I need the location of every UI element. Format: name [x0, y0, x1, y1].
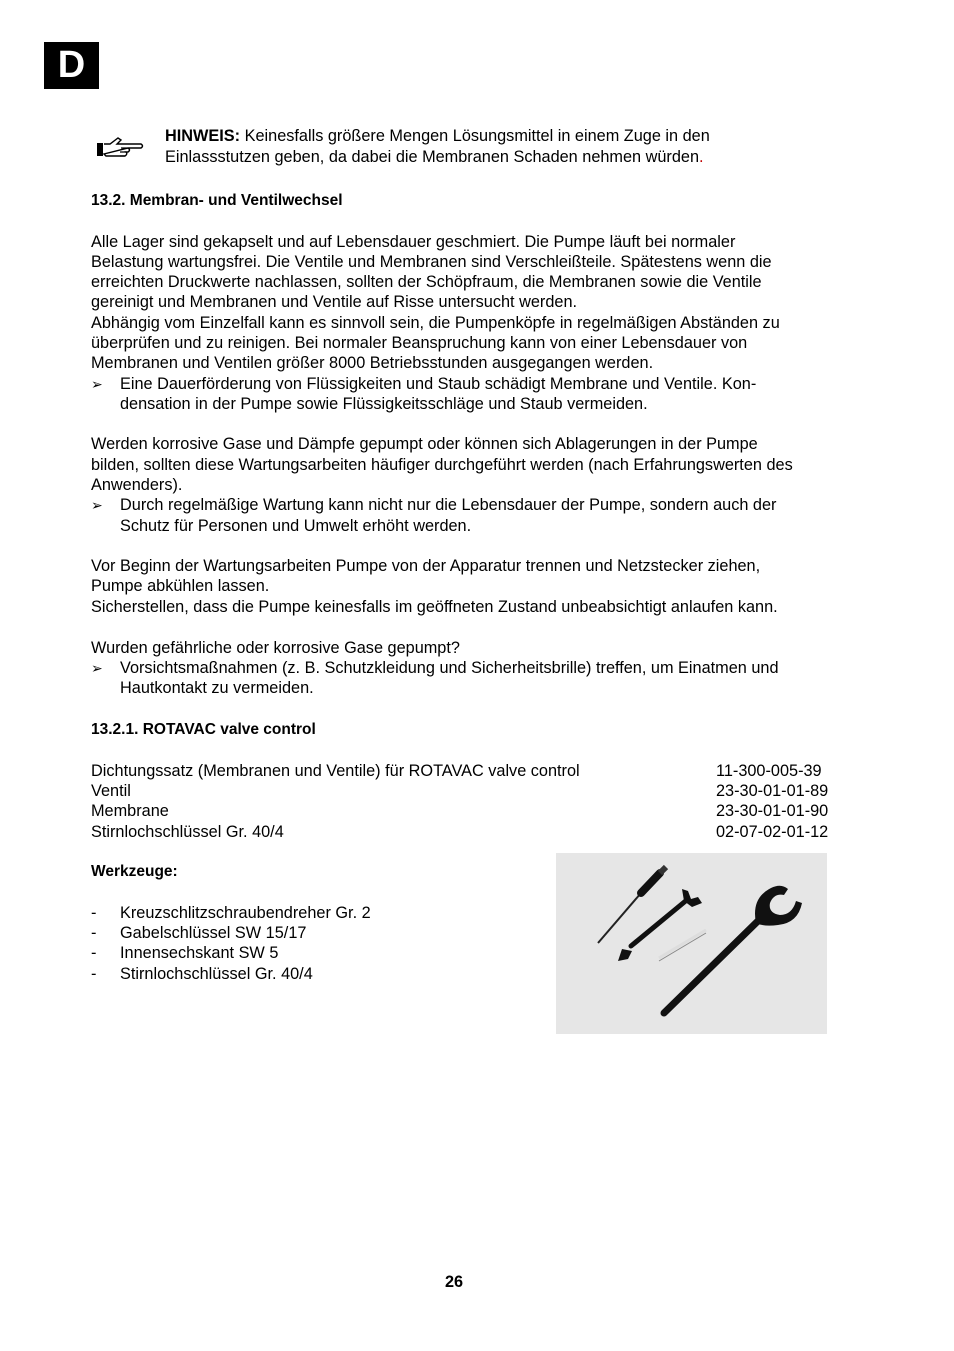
tools-photo [556, 853, 827, 1034]
tool-item: Kreuzschlitzschraubendreher Gr. 2 [120, 904, 371, 922]
tool-item: Stirnlochschlüssel Gr. 40/4 [120, 965, 313, 983]
pointing-hand-icon [96, 135, 146, 159]
bullet-line: densation in der Pumpe sowie Flüssigkeitsschläge und Staub vermeiden. [120, 395, 648, 413]
list-dash: - [91, 965, 97, 983]
bullet-line: Hautkontakt zu vermeiden. [120, 679, 314, 697]
tools-illustration [556, 853, 827, 1034]
note-label: HINWEIS: [165, 127, 241, 145]
paragraph-line: Vor Beginn der Wartungsarbeiten Pumpe von der Apparatur trennen und Netzstecker ziehen, [91, 557, 761, 575]
list-dash: - [91, 924, 97, 942]
tools-heading: Werkzeuge: [91, 863, 178, 880]
paragraph-line: bilden, sollten diese Wartungsarbeiten häufiger durchgeführt werden (nach Erfahrungswerten des [91, 456, 793, 474]
paragraph-line: Abhängig vom Einzelfall kann es sinnvoll sein, die Pumpenköpfe in regelmäßigen Abständen zu [91, 314, 780, 332]
paragraph-line: gereinigt und Membranen und Ventile auf Risse untersucht werden. [91, 293, 578, 311]
tool-item: Gabelschlüssel SW 15/17 [120, 924, 307, 942]
part-name: Stirnlochschlüssel Gr. 40/4 [91, 823, 284, 841]
paragraph-line: überprüfen und zu reinigen. Bei normaler Beanspruchung kann von einer Lebensdauer von [91, 334, 748, 352]
tool-item: Innensechskant SW 5 [120, 944, 279, 962]
list-dash: - [91, 904, 97, 922]
bullet-line: Schutz für Personen und Umwelt erhöht werden. [120, 517, 472, 535]
part-name: Ventil [91, 782, 131, 800]
bullet-line: Vorsichtsmaßnahmen (z. B. Schutzkleidung und Sicherheitsbrille) treffen, um Einatmen und [120, 659, 779, 677]
bullet-arrow-icon: ➢ [91, 497, 103, 513]
paragraph-line: Sicherstellen, dass die Pumpe keinesfalls im geöffneten Zustand unbeabsichtigt anlaufen kann. [91, 598, 778, 616]
paragraph-line: Alle Lager sind gekapselt und auf Lebensdauer geschmiert. Die Pumpe läuft bei normaler [91, 233, 736, 251]
note-line-2 [165, 147, 704, 167]
note-period: . [699, 148, 704, 166]
paragraph-line: Anwenders). [91, 476, 183, 494]
bullet-arrow-icon: ➢ [91, 376, 103, 392]
bullet-line: Eine Dauerförderung von Flüssigkeiten und Staub schädigt Membrane und Ventile. Kon- [120, 375, 757, 393]
paragraph-line: erreichten Druckwerte nachlassen, sollten der Schöpfraum, die Membranen sowie die Ventile [91, 273, 762, 291]
paragraph-line: Pumpe abkühlen lassen. [91, 577, 270, 595]
section-heading-13-2-1: 13.2.1. ROTAVAC valve control [91, 721, 316, 738]
note-text-1: Keinesfalls größere Mengen Lösungsmittel in einem Zuge in den [244, 127, 710, 145]
bullet-arrow-icon: ➢ [91, 660, 103, 676]
part-number: 23-30-01-01-90 [716, 802, 829, 820]
list-dash: - [91, 944, 97, 962]
part-number: 02-07-02-01-12 [716, 823, 829, 841]
paragraph-line: Membranen und Ventilen größer 8000 Betriebsstunden ausgegangen werden. [91, 354, 654, 372]
part-name: Membrane [91, 802, 169, 820]
part-number: 23-30-01-01-89 [716, 782, 829, 800]
note-text-2: Einlassstutzen geben, da dabei die Membranen Schaden nehmen würden [165, 148, 700, 166]
language-badge: D [44, 42, 99, 89]
paragraph-line: Werden korrosive Gase und Dämpfe gepumpt oder können sich Ablagerungen in der Pumpe [91, 435, 758, 453]
part-number: 11-300-005-39 [716, 762, 822, 780]
bullet-line: Durch regelmäßige Wartung kann nicht nur die Lebensdauer der Pumpe, sondern auch der [120, 496, 777, 514]
note-line-1 [165, 126, 710, 146]
part-name: Dichtungssatz (Membranen und Ventile) für ROTAVAC valve control [91, 762, 580, 780]
paragraph-line: Wurden gefährliche oder korrosive Gase gepumpt? [91, 639, 460, 657]
paragraph-line: Belastung wartungsfrei. Die Ventile und Membranen sind Verschleißteile. Spätestens wenn die [91, 253, 772, 271]
section-heading-13-2: 13.2. Membran- und Ventilwechsel [91, 192, 343, 209]
page-number: 26 [444, 1273, 464, 1291]
